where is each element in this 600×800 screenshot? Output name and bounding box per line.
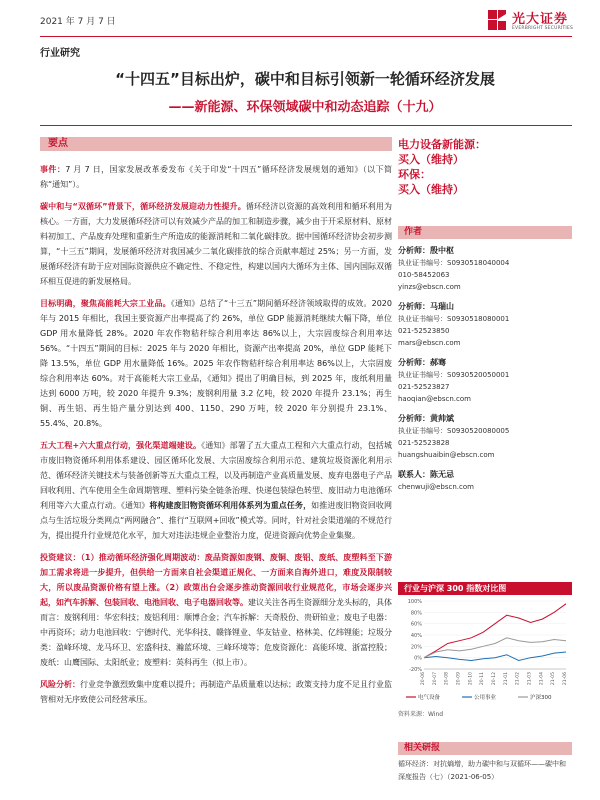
y-tick-label: 100% — [407, 599, 422, 605]
x-tick-label: 21-05 — [551, 672, 557, 686]
analyst-2 — [398, 301, 572, 349]
x-tick-label: 21-01 — [503, 672, 509, 686]
index-chart-block — [398, 582, 572, 718]
contact-name: 联系人：陈无忌 — [398, 470, 454, 479]
y-tick-label: 60% — [410, 621, 422, 628]
contact-email[interactable]: chenwuji@ebscn.com — [398, 483, 474, 491]
logo-text-cn: 光大证券 — [512, 12, 569, 27]
brand-logo — [486, 6, 574, 36]
event-label: 事件： — [40, 165, 66, 174]
paragraph-background — [40, 199, 392, 289]
x-tick-label: 20-07 — [432, 672, 438, 686]
legend-label: 沪深300 — [530, 695, 552, 701]
analyst-email[interactable]: mars@ebscn.com — [398, 339, 461, 347]
x-tick-label: 20-10 — [468, 672, 474, 686]
related-heading: 相关研报 — [398, 742, 572, 755]
x-tick-label: 20-08 — [444, 672, 450, 686]
analyst-3 — [398, 357, 572, 405]
analyst-name: 分析师：郝骞 — [398, 358, 446, 367]
series-line-1 — [424, 652, 566, 661]
y-tick-label: 80% — [410, 610, 422, 617]
investment-highlight: （1）推动循环经济强化周期波动：废品资源如废钢、废铜、废铝、废纸、废塑料至下游加工需求将进一步提升，但供给一方面来自社会渠道正规化、一方面来自海外进口，难度及限制较大，所以废品资源价格有望上涨。（2）政策出台会逐步推动资源回收行业规范化，市场会逐步兴起，如汽车拆解、包装回收、电池回收、电子电器回收等。 — [40, 553, 393, 607]
key-points-bar — [40, 137, 392, 151]
report-title: “十四五”目标出炉，碳中和目标引领新一轮循环经济发展 — [115, 70, 495, 88]
analyst-name: 分析师：黄帅斌 — [398, 414, 454, 423]
series-line-0 — [424, 604, 566, 658]
report-date: 2021 年 7 月 7 日 — [40, 17, 116, 27]
x-tick-label: 20-12 — [492, 672, 497, 686]
investment-label: 投资建议： — [40, 553, 81, 562]
subtitle-divider — [40, 125, 572, 126]
paragraph-event — [40, 162, 392, 192]
paragraph-risk — [40, 677, 392, 707]
x-tick-label: 20-06 — [421, 672, 426, 686]
chart-source: 资料来源：Wind — [398, 711, 444, 718]
rating-sector-1: 电力设备新能源： — [398, 138, 486, 151]
paragraph-targets — [40, 296, 392, 431]
x-tick-label: 20-11 — [480, 672, 486, 686]
y-tick-label: 0% — [414, 655, 422, 662]
related-reports-block — [398, 742, 572, 784]
analyst-name: 分析师：马瑞山 — [398, 302, 454, 311]
analyst-phone: 010-58452063 — [398, 271, 450, 279]
analyst-email[interactable]: yinzs@ebscn.com — [398, 283, 461, 291]
analyst-4 — [398, 413, 572, 461]
rating-block — [398, 137, 572, 197]
logo-text-en: EVERBRIGHT SECURITIES — [512, 26, 574, 31]
risk-label: 风险分析： — [40, 680, 80, 689]
analyst-phone: 021-52523850 — [398, 327, 450, 335]
analyst-email[interactable]: haoqian@ebscn.com — [398, 395, 471, 403]
x-tick-label: 21-03 — [527, 672, 533, 686]
risk-text: 行业竞争激烈致集中度难以提升；再制造产品质量难以达标；政策支持力度不足且行业监管相对无序致使公司经营承压。 — [40, 680, 392, 704]
targets-label: 目标明确，聚焦高能耗大宗工业品。 — [40, 299, 171, 308]
key-points-label: 要点 — [48, 138, 68, 149]
x-tick-label: 20-09 — [456, 672, 462, 686]
analyst-cert: 执业证书编号：S0930520080005 — [398, 427, 510, 435]
analyst-cert: 执业证书编号：S0930518040004 — [398, 259, 510, 267]
y-tick-label: 20% — [410, 644, 422, 651]
x-tick-label: 21-04 — [539, 672, 545, 686]
legend-label: 公用事业 — [474, 695, 497, 701]
report-category: 行业研究 — [40, 48, 80, 59]
background-text: 循环经济以资源的高效利用和循环利用为核心。一方面，大力发展循环经济可以有效减少产品的加工和制造步骤，减少由于开采原材料、原材料初加工、产品废弃处理和重新生产所造成的能源消耗和二氧化碳排放。据中国循环经济协会初步测算，“十三五”期间，发展循环经济对我国减少二氧化碳排放的综合贡献率超过 25%；另一方面，发展循环经济有助于应对国际资源供应不确定性、不稳定性，构建以国内大循环为主体、国内国际双循环相互促进的新发展格局。 — [40, 202, 393, 286]
index-comparison-chart — [398, 595, 572, 705]
targets-text: 《通知》总结了“十三五”期间循环经济领域取得的成效。2020 年与 2015 年相比，我国主要资源产出率提高了约 26%，单位 GDP 能源消耗继续大幅下降，单位 GDP 用水量降低 28%。2020 年农作物秸秆综合利用率达 86%以上，大宗固废综合利用率达 56%。“十四五”期间的目标：2025 年与 2020 年相比，资源产出率提高 20%，单位 GDP 能耗下降 13.5%，单位 GDP 用水量降低 16%。2025 年农作物秸秆综合利用率达 86%以上，大宗固废综合利用率达 60%。对于高能耗大宗工业品，《通知》提出了明确目标，到 2025 年，废纸利用量达到 6000 万吨，较 2020 年提升 9.3%；废钢利用量 3.2 亿吨，较 2020 年提升 23.1%；再生铜、再生铝、再生铅产量分别达到 400、1150、290 万吨，较 2020 年分别提升 23.1%、55.4%、20.8%。 — [40, 299, 392, 428]
authors-block — [398, 226, 572, 493]
analyst-phone: 021-52523828 — [398, 439, 450, 447]
legend-label: 电气设备 — [418, 695, 441, 701]
contact-1 — [398, 469, 572, 493]
logo-mark-icon — [486, 8, 508, 32]
background-label: 碳中和与“双循环”背景下，循环经济发展迎动力性提升。 — [40, 202, 246, 211]
event-text: 7 月 7 日，国家发展改革委发布《关于印发“十四五”循环经济发展规划的通知》（以下简称“通知”）。 — [40, 165, 392, 189]
analyst-cert: 执业证书编号：S0930520050001 — [398, 371, 510, 379]
paragraph-projects — [40, 438, 392, 543]
analyst-name: 分析师：殷中枢 — [398, 246, 454, 255]
rating-value-1: 买入（维持） — [398, 153, 464, 166]
report-subtitle: ——新能源、环保领域碳中和动态追踪（十九） — [168, 100, 442, 115]
series-line-2 — [424, 638, 566, 658]
analyst-email[interactable]: huangshuaibin@ebscn.com — [398, 451, 495, 459]
paragraph-investment — [40, 550, 392, 670]
analyst-cert: 执业证书编号：S0930518080001 — [398, 315, 510, 323]
investment-text: 建议关注各再生资源细分龙头标的，具体而言：废钢利用：华宏科技；废铝利用：顺博合金；汽车拆解：天奇股份、贵研铂业；废电子电器：中再资环；动力电池回收：宁德时代、光华科技、赣锋锂业、华友钴业、格林美、亿纬锂能；垃圾分类：盈峰环境、龙马环卫、宏盛科技、瀚蓝环境、三峰环境等；危废资源化：高能环境、浙富控股；废纸：山鹰国际、太阳纸业；废塑料：英科再生（拟上市）。 — [40, 598, 392, 667]
rating-sector-2: 环保： — [398, 168, 431, 181]
x-tick-label: 21-02 — [515, 672, 521, 686]
chart-title: 行业与沪深 300 指数对比图 — [398, 582, 572, 595]
y-tick-label: 40% — [410, 633, 422, 639]
rating-value-2: 买入（维持） — [398, 183, 464, 196]
analyst-1 — [398, 245, 572, 293]
projects-text-a: 《通知》部署了五大重点工程和六大重点行动，包括城市废旧物资循环利用体系建设、园区循环化发展、大宗固废综合利用示范、建筑垃圾资源化利用示范、循环经济关键技术与装备创新等五大重点工程，以及再制造产业高质量发展、废弃电器电子产品回收利用、汽车使用全生命周期管理、塑料污染全链条治理、快递包装绿色转型、废旧动力电池循环利用等六大重点行动。《通知》 — [40, 441, 393, 510]
y-tick-label: -20% — [409, 667, 422, 673]
projects-text-b: 如推进废旧物资回收网点与生活垃圾分类网点“两网融合”、推行“互联网+回收”模式等。同时，针对社会渠道端的不规范行为，提出提升行业规范化水平，加大对违法违规企业整治力度，促进资源向优势企业集聚。 — [40, 501, 393, 540]
related-report-item[interactable]: 循环经济：对抗熵增，助力碳中和与双循环——碳中和深度报告（七）（2021-06-05） — [398, 760, 566, 781]
header-divider — [40, 36, 572, 37]
projects-label: 五大工程+六大重点行动，强化渠道端建设。 — [40, 441, 202, 450]
projects-bold: 将构建废旧物资循环利用体系列为重点任务， — [149, 501, 312, 510]
authors-heading: 作者 — [398, 226, 572, 239]
x-tick-label: 21-06 — [563, 672, 568, 686]
analyst-phone: 021-52523827 — [398, 383, 450, 391]
main-body — [40, 162, 392, 714]
